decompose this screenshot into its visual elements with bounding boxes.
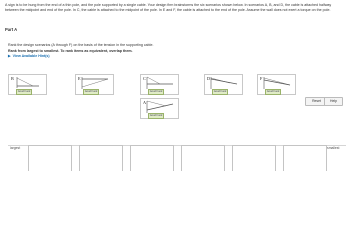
- card-letter: E: [78, 76, 81, 81]
- scenario-card-c[interactable]: [140, 74, 179, 95]
- view-hints-link[interactable]: [8, 54, 50, 58]
- card-letter: F: [260, 76, 263, 81]
- scenario-card-f[interactable]: [257, 74, 296, 95]
- largest-label: largest: [10, 146, 21, 150]
- card-sign-label: Good Food: [149, 114, 163, 117]
- instruction-line-1: Rank the design scenarios (A through F) on the basis of the tension in the supporting cable.: [8, 43, 154, 47]
- scenario-card-e[interactable]: [75, 74, 114, 95]
- card-letter: B: [11, 76, 14, 81]
- rank-bin-4[interactable]: [181, 145, 225, 171]
- card-letter: C: [143, 76, 146, 81]
- card-sign-label: Good Food: [266, 90, 280, 93]
- view-hints-label: View Available Hint(s): [12, 54, 50, 58]
- reset-button[interactable]: Reset: [305, 97, 328, 106]
- triangle-right-icon: ▶: [8, 54, 11, 58]
- scenario-card-b[interactable]: [8, 74, 47, 95]
- card-sign-label: Good Food: [84, 90, 98, 93]
- rank-bin-6[interactable]: [283, 145, 327, 171]
- card-letter: A: [143, 100, 147, 105]
- card-sign-label: Good Food: [213, 90, 227, 93]
- rank-bin-3[interactable]: [130, 145, 174, 171]
- problem-intro-text: A sign is to be hung from the end of a thin pole, and the pole supported by a single cable. Your design firm brainstorms the six scenarios shown below. In scenarios A, B, and D, the cable is attached halfway between the midpoint and end of the pole. In C, the cable is attached to the midpoint of the pole. In E and F, the cable is attached to the end of the pole. Assume the wall does not exert a torque on the pole.: [5, 3, 332, 12]
- smallest-label: smallest: [327, 146, 340, 150]
- part-a-title: Part A: [5, 27, 18, 32]
- help-button[interactable]: Help: [324, 97, 343, 106]
- rank-bin-1[interactable]: [28, 145, 72, 171]
- scenario-card-d[interactable]: [204, 74, 243, 95]
- card-sign-label: Good Food: [17, 90, 31, 93]
- scenario-card-a[interactable]: [140, 98, 179, 119]
- rank-bin-5[interactable]: [232, 145, 276, 171]
- ranking-instructions: [8, 42, 308, 54]
- instruction-line-2: Rank from largest to smallest. To rank items as equivalent, overlap them.: [8, 49, 133, 53]
- card-letter: D: [207, 76, 211, 81]
- rank-bin-2[interactable]: [79, 145, 123, 171]
- card-sign-label: Good Food: [149, 90, 163, 93]
